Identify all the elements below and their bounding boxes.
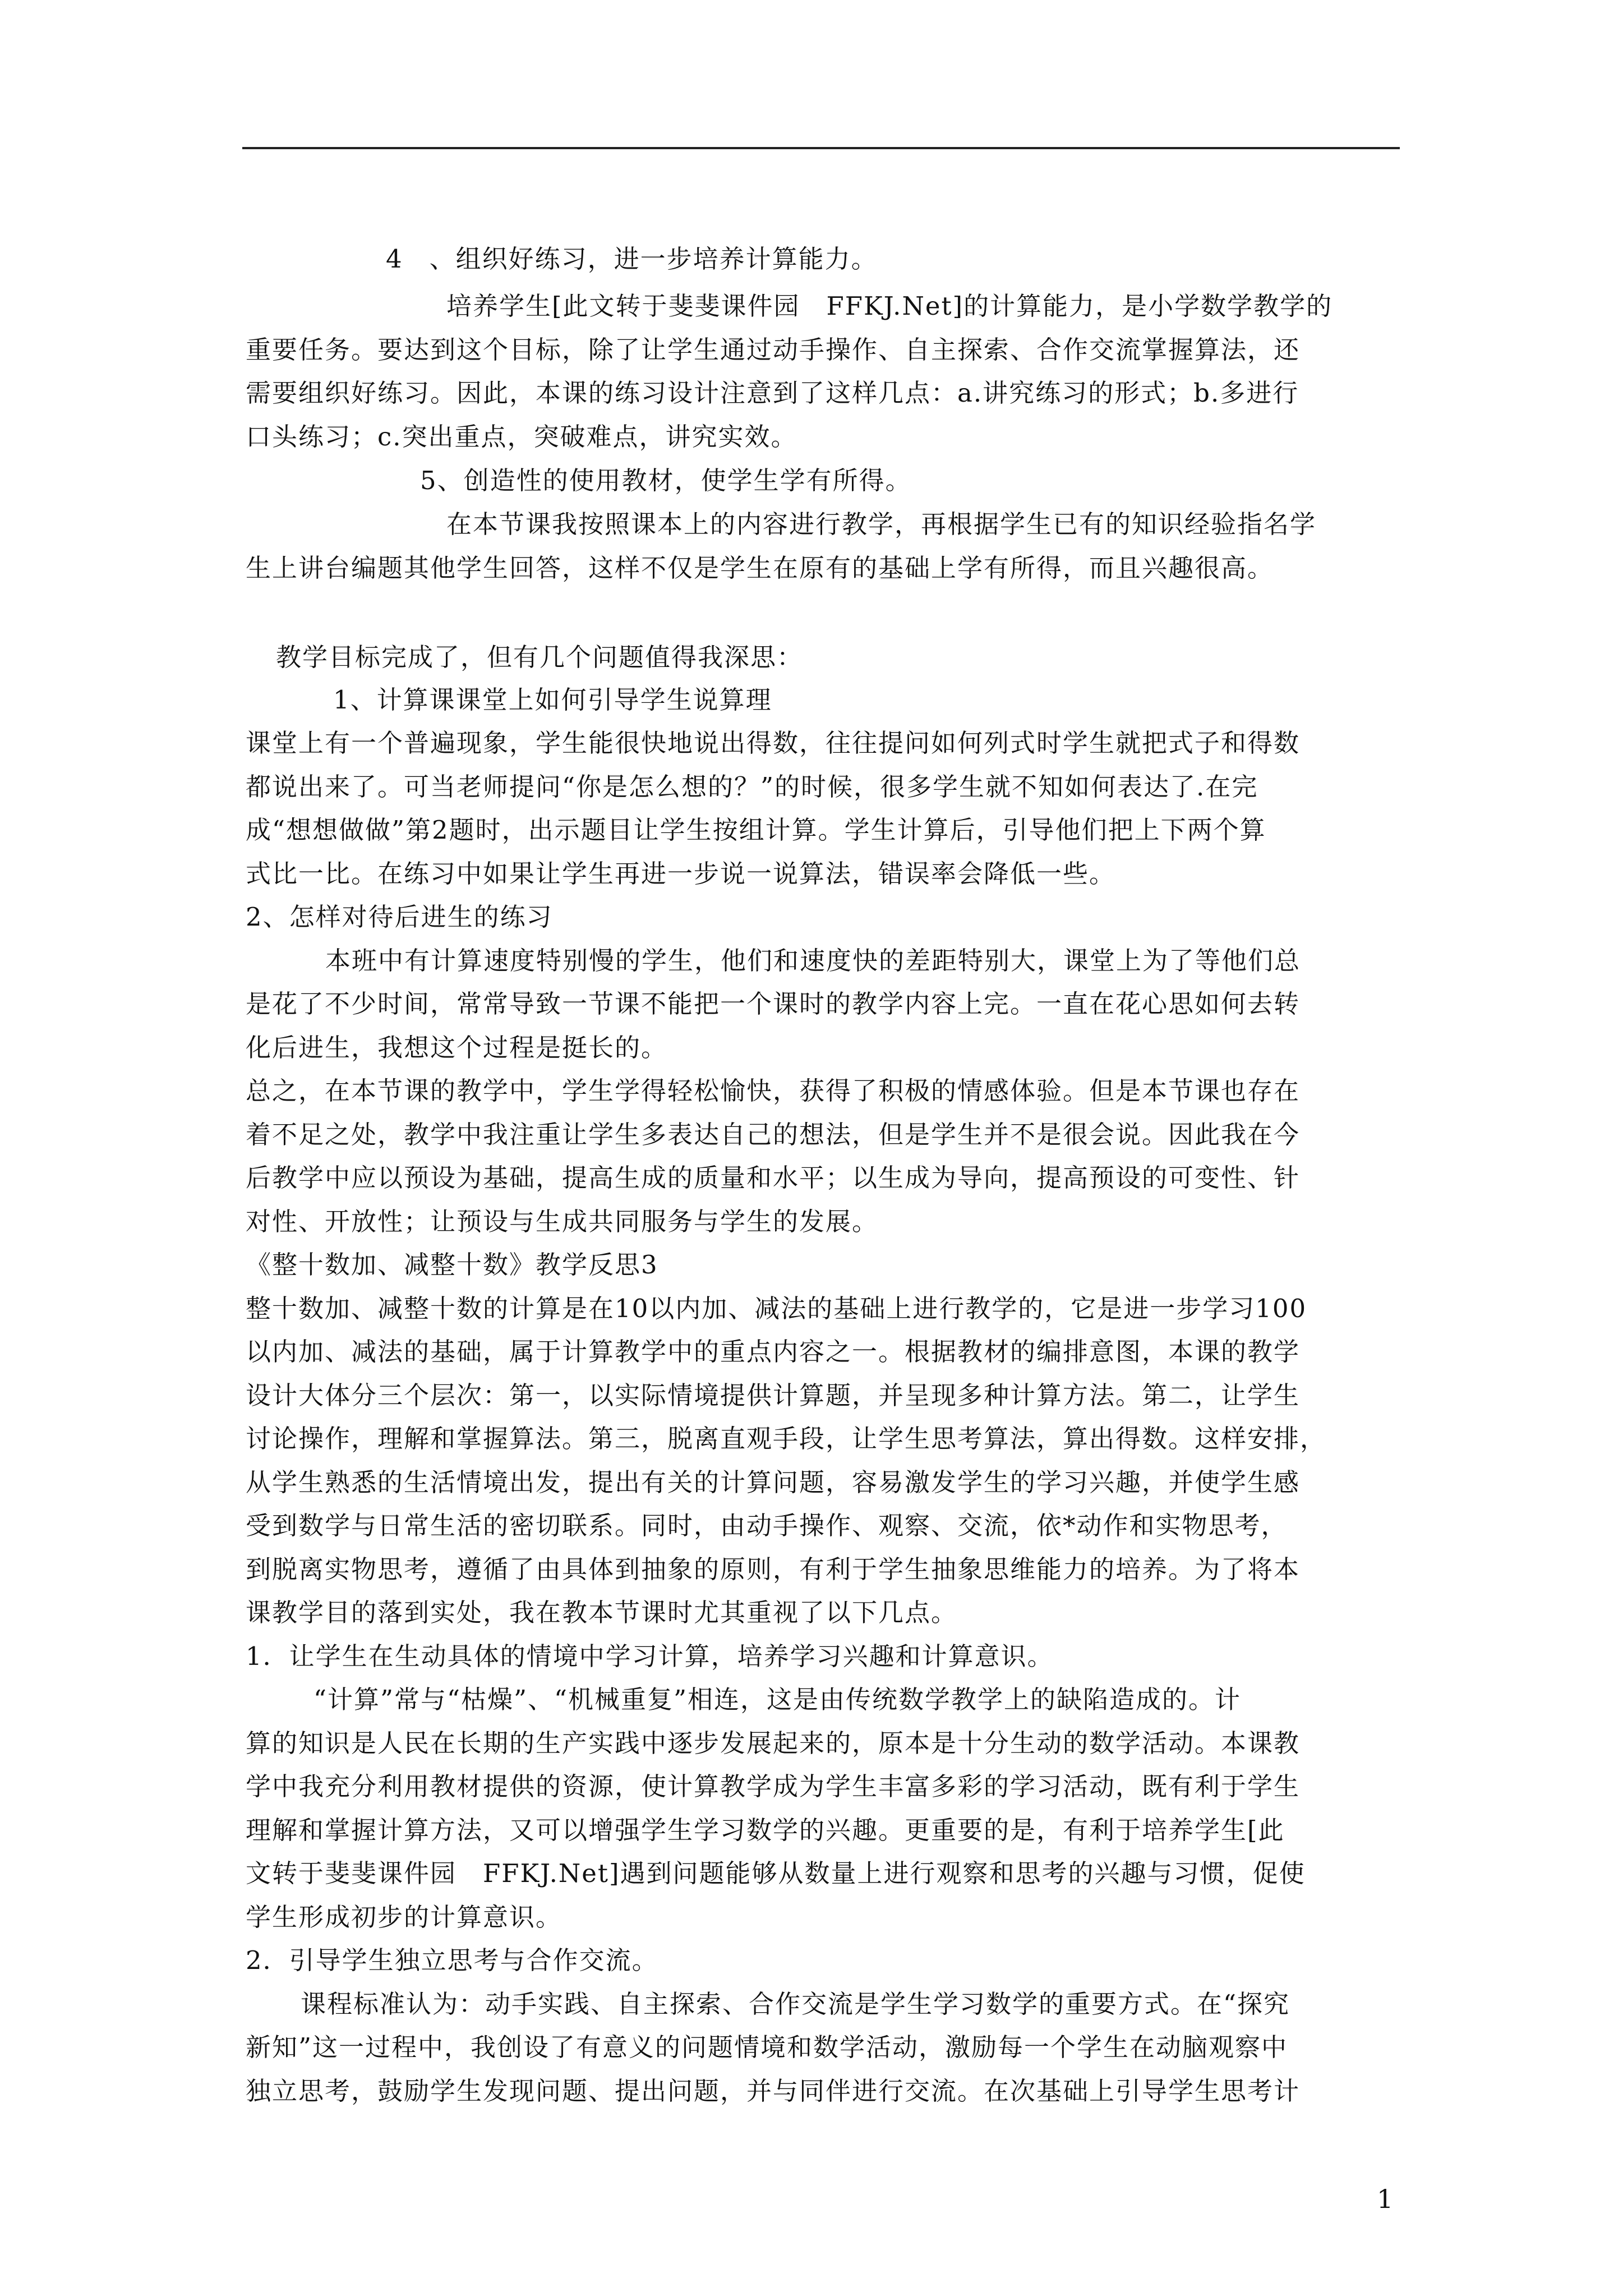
text-line: 文转于斐斐课件园 FFKJ.Net]遇到问题能够从数量上进行观察和思考的兴趣与习惯，促使 <box>246 1858 1306 1888</box>
text-line: 化后进生，我想这个过程是挺长的。 <box>246 1033 668 1062</box>
text-line: 受到数学与日常生活的密切联系。同时，由动手操作、观察、交流，依*动作和实物思考， <box>246 1511 1288 1540</box>
text-line: 口头练习；c.突出重点，突破难点，讲究实效。 <box>246 422 797 452</box>
text-line: 在本节课我按照课本上的内容进行教学，再根据学生已有的知识经验指名学 <box>446 509 1317 539</box>
text-line: 都说出来了。可当老师提问“你是怎么想的？”的时候，很多学生就不知如何表达了.在完 <box>246 772 1258 802</box>
text-line: 课堂上有一个普遍现象，学生能很快地说出得数，往往提问如何列式时学生就把式子和得数 <box>246 728 1301 758</box>
text-line: 重要任务。要达到这个目标，除了让学生通过动手操作、自主探索、合作交流掌握算法，还 <box>246 335 1301 365</box>
text-line: 新知”这一过程中，我创设了有意义的问题情境和数学活动，激励每一个学生在动脑观察中 <box>246 2032 1288 2062</box>
text-line: 4 、组织好练习，进一步培养计算能力。 <box>386 244 878 274</box>
text-line: 1、计算课课堂上如何引导学生说算理 <box>333 685 772 715</box>
text-line: 生上讲台编题其他学生回答，这样不仅是学生在原有的基础上学有所得，而且兴趣很高。 <box>246 553 1274 583</box>
text-line: 讨论操作，理解和掌握算法。第三，脱离直观手段，让学生思考算法，算出得数。这样安排， <box>246 1424 1327 1453</box>
text-line: 算的知识是人民在长期的生产实践中逐步发展起来的，原本是十分生动的数学活动。本课教 <box>246 1728 1301 1758</box>
text-line: 对性、开放性；让预设与生成共同服务与学生的发展。 <box>246 1207 879 1236</box>
text-line: 设计大体分三个层次：第一，以实际情境提供计算题，并呈现多种计算方法。第二，让学生 <box>246 1381 1301 1410</box>
text-line: 课教学目的落到实处，我在教本节课时尤其重视了以下几点。 <box>246 1598 958 1627</box>
text-line: 2．引导学生独立思考与合作交流。 <box>246 1945 658 1975</box>
page-number: 1 <box>1377 2184 1394 2214</box>
text-line: 成“想想做做”第2题时，出示题目让学生按组计算。学生计算后，引导他们把上下两个算 <box>246 815 1266 845</box>
text-line: 5、创造性的使用教材，使学生学有所得。 <box>420 466 912 495</box>
text-line: 是花了不少时间，常常导致一节课不能把一个课时的教学内容上完。一直在花心思如何去转 <box>246 989 1301 1019</box>
text-line: 独立思考，鼓励学生发现问题、提出问题，并与同伴进行交流。在次基础上引导学生思考计 <box>246 2076 1301 2106</box>
text-line: 从学生熟悉的生活情境出发，提出有关的计算问题，容易激发学生的学习兴趣，并使学生感 <box>246 1467 1301 1497</box>
text-line: 着不足之处，教学中我注重让学生多表达自己的想法，但是学生并不是很会说。因此我在今 <box>246 1120 1301 1149</box>
text-line: 总之，在本节课的教学中，学生学得轻松愉快，获得了积极的情感体验。但是本节课也存在 <box>246 1076 1301 1106</box>
text-line: 式比一比。在练习中如果让学生再进一步说一说算法，错误率会降低一些。 <box>246 859 1116 889</box>
text-line: “计算”常与“枯燥”、“机械重复”相连，这是由传统数学教学上的缺陷造成的。计 <box>313 1685 1242 1714</box>
text-line: 1．让学生在生动具体的情境中学习计算，培养学习兴趣和计算意识。 <box>246 1641 1054 1671</box>
text-line: 《整十数加、减整十数》教学反思3 <box>246 1250 658 1280</box>
text-line: 到脱离实物思考，遵循了由具体到抽象的原则，有利于学生抽象思维能力的培养。为了将本 <box>246 1554 1301 1584</box>
text-line: 理解和掌握计算方法，又可以增强学生学习数学的兴趣。更重要的是，有利于培养学生[此 <box>246 1815 1285 1845</box>
text-line: 以内加、减法的基础，属于计算教学中的重点内容之一。根据教材的编排意图，本课的教学 <box>246 1337 1301 1366</box>
text-line: 学生形成初步的计算意识。 <box>246 1902 562 1932</box>
text-line: 后教学中应以预设为基础，提高生成的质量和水平；以生成为导向，提高预设的可变性、针 <box>246 1163 1301 1193</box>
text-line: 课程标准认为：动手实践、自主探索、合作交流是学生学习数学的重要方式。在“探究 <box>301 1989 1290 2019</box>
text-line: 本班中有计算速度特别慢的学生，他们和速度快的差距特别大，课堂上为了等他们总 <box>325 946 1301 976</box>
header-rule <box>242 147 1400 149</box>
text-line: 教学目标完成了，但有几个问题值得我深思： <box>276 642 804 672</box>
text-line: 2、怎样对待后进生的练习 <box>246 902 553 932</box>
text-line: 整十数加、减整十数的计算是在10以内加、减法的基础上进行教学的，它是进一步学习100 <box>246 1294 1307 1323</box>
text-line: 需要组织好练习。因此，本课的练习设计注意到了这样几点：a.讲究练习的形式；b.多进行 <box>246 378 1299 408</box>
text-line: 培养学生[此文转于斐斐课件园 FFKJ.Net]的计算能力，是小学数学教学的 <box>446 291 1333 321</box>
text-line: 学中我充分利用教材提供的资源，使计算教学成为学生丰富多彩的学习活动，既有利于学生 <box>246 1772 1301 1801</box>
